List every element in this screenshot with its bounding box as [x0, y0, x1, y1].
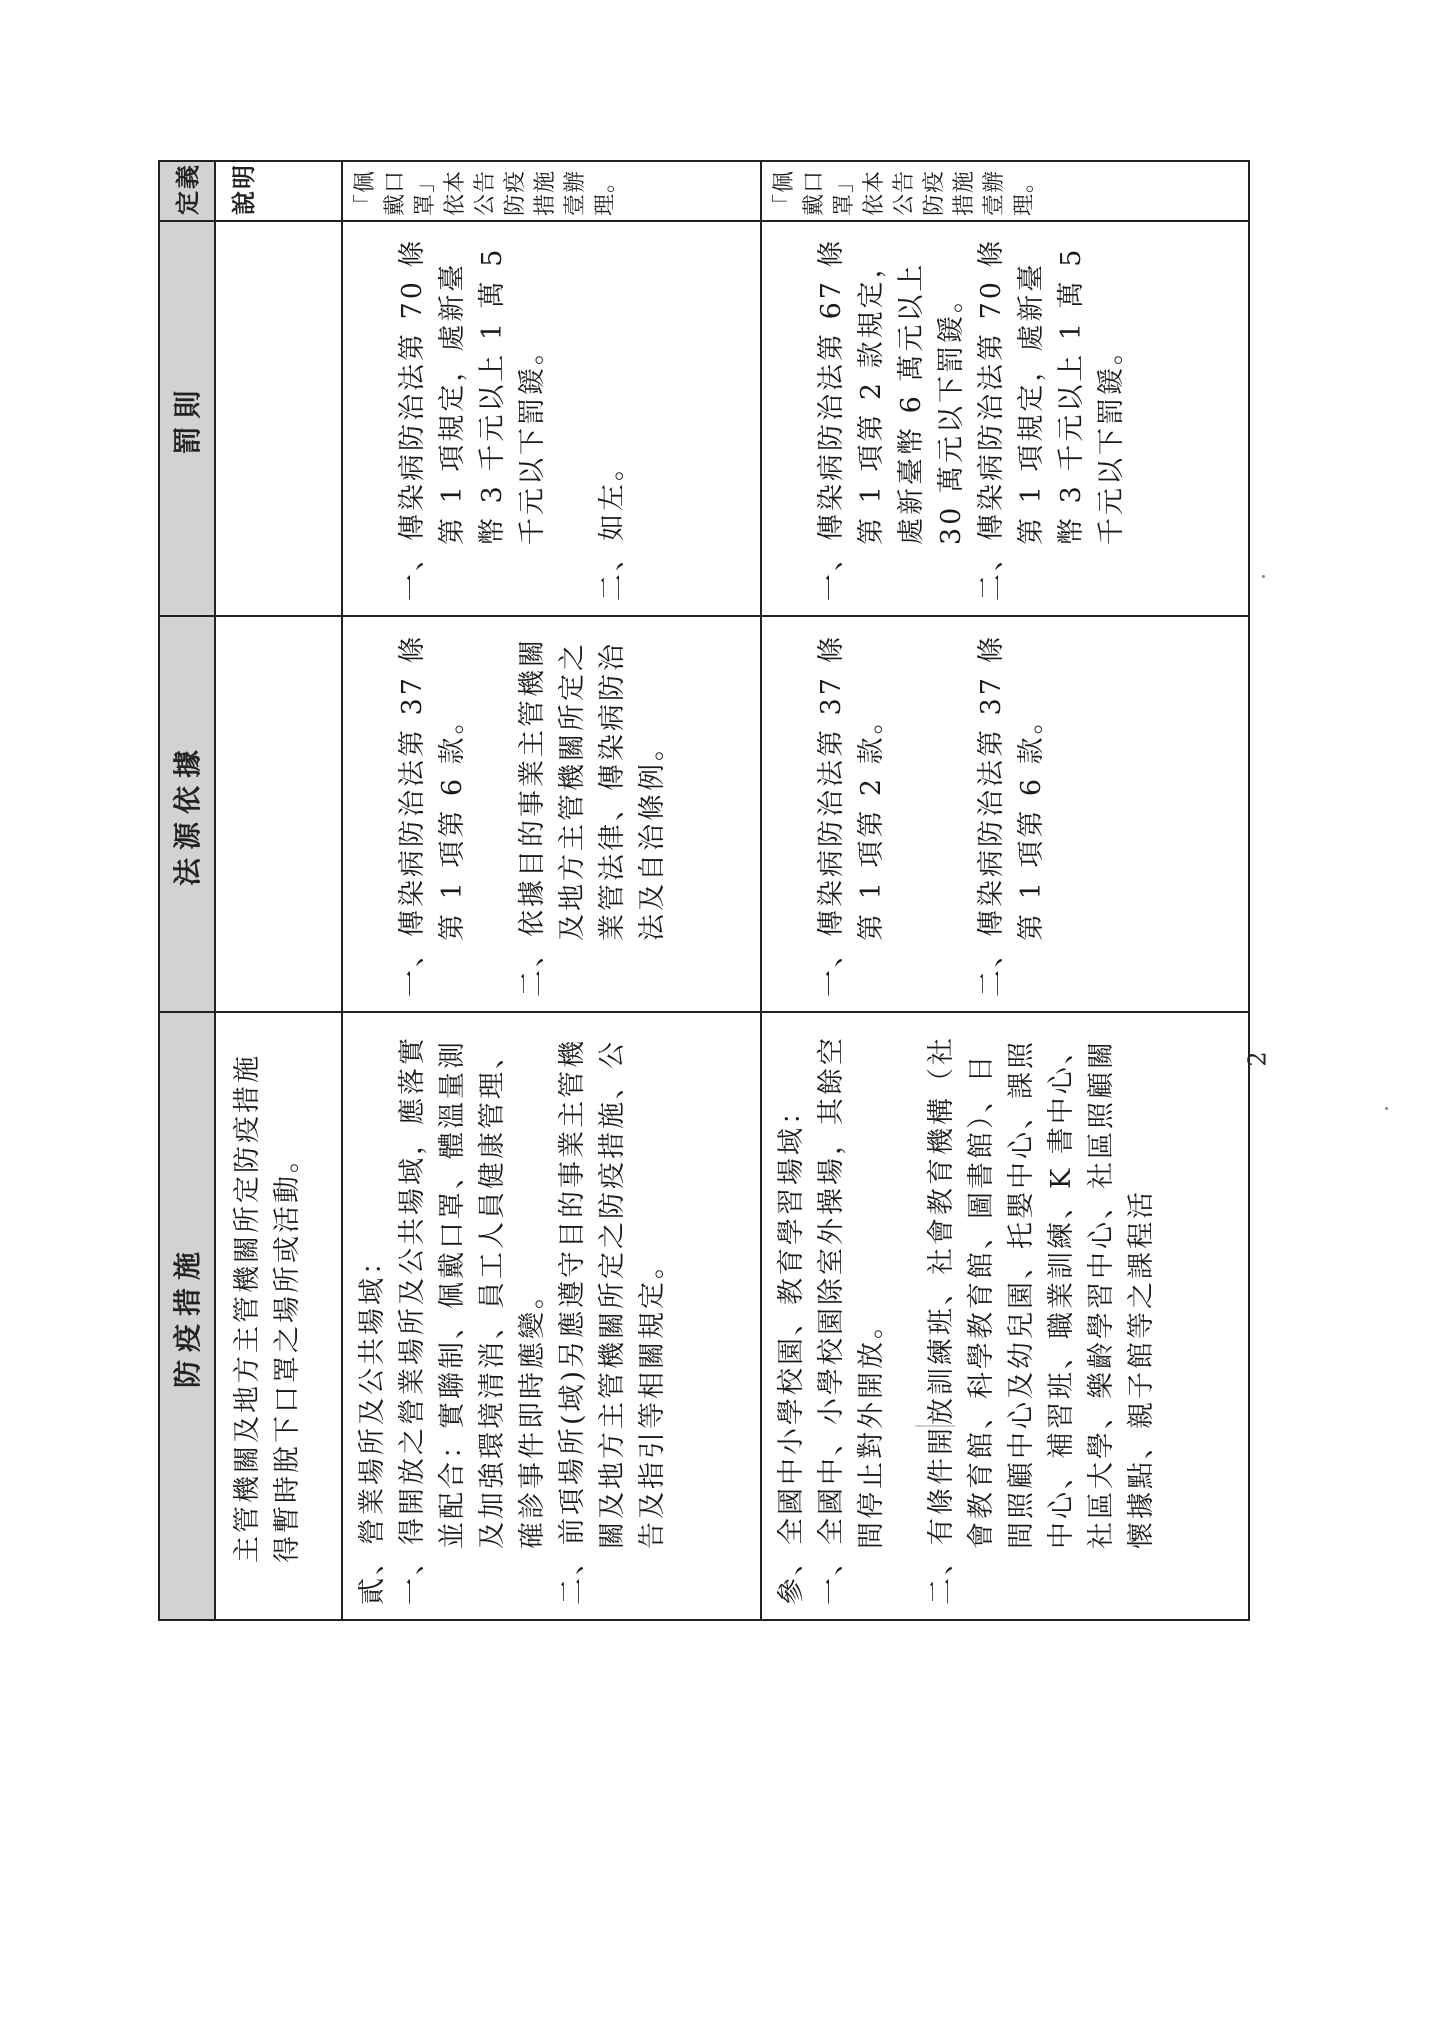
block3-heading: 參、全國中小學校園、教育學習場域： [776, 1095, 807, 1605]
block3-penalty-1: 一、傳染病防治法第 67 條第 1 項第 2 款規定，處新臺幣 6 萬元以上 30 萬元以下罰鍰。 [816, 237, 967, 601]
block3-measures-cell [762, 1013, 1252, 1619]
scan-speck [1262, 575, 1265, 578]
block2-legal-cell [343, 617, 760, 1011]
block3-measure-2: 二、有條件開放訓練班、社會教育機構（社會教育館、科學教育館、圖書館）、日間照顧中心及幼兒園、托嬰中心、課照中心、補習班、職業訓練、K 書中心、社區大學、樂齡學習中心、社區照顧關懷據點、親子館等之課程活 [926, 1034, 1157, 1605]
block3-penalty-2: 二、傳染病防治法第 70 條第 1 項規定，處新臺幣 3 千元以上 1 萬 5 千元以下罰鍰。 [976, 237, 1127, 601]
block2-definition: 「佩戴口罩」依本公告防疫措施壹辦理。 [353, 169, 618, 216]
header-penalty: 罰則 [171, 382, 204, 455]
page-number: 2 [1243, 1051, 1272, 1067]
table-header-row [160, 162, 258, 1619]
block3-penalty-cell [762, 222, 1252, 615]
block2-heading: 貳、營業場所及公共場域： [357, 1245, 388, 1605]
block2-legal-2: 二、依據目的事業主管機關及地方主管機關所定之業管法律、傳染病防治法及自治條例。 [517, 637, 668, 997]
block3-measure-1: 一、全國中、小學校園除室外操場，其餘空間停止對外開放。 [816, 1035, 887, 1605]
scan-speck [1385, 1107, 1388, 1110]
block3-legal-1: 一、傳染病防治法第 37 條第 1 項第 2 款。 [816, 633, 887, 997]
block1-measures: 主管機關及地方主管機關所定防疫措施得暫時脫下口罩之場所或活動。 [232, 1053, 303, 1563]
epidemic-measures-table [158, 160, 1250, 1621]
block2-legal-1: 一、傳染病防治法第 37 條第 1 項第 6 款。 [397, 633, 468, 997]
block2-measure-1: 一、得開放之營業場所及公共場域，應落實並配合：實聯制、佩戴口罩、體溫量測及加強環境清消、員工人員健康管理、確診事件即時應變。 [397, 1035, 548, 1605]
header-legal-basis: 法源依據 [171, 742, 204, 887]
block3-legal-2: 二、傳染病防治法第 37 條第 1 項第 6 款。 [976, 633, 1047, 997]
block2-penalty-cell [343, 222, 760, 615]
block3-legal-cell [762, 617, 1252, 1011]
header-definition: 定義說明 [173, 163, 258, 215]
block3-definition: 「佩戴口罩」依本公告防疫措施壹辦理。 [772, 169, 1037, 216]
header-measures: 防疫措施 [171, 1244, 204, 1389]
block2-penalty-2: 二、如左。 [597, 451, 628, 601]
block2-penalty-1: 一、傳染病防治法第 70 條第 1 項規定，處新臺幣 3 千元以上 1 萬 5 千元以下罰鍰。 [397, 237, 548, 601]
block2-measures-cell [343, 1013, 760, 1619]
block2-measure-2: 二、前項場所(域)另應遵守目的事業主管機關及地方主管機關所定之防疫措施、公告及指引等相關規定。 [557, 1037, 668, 1605]
